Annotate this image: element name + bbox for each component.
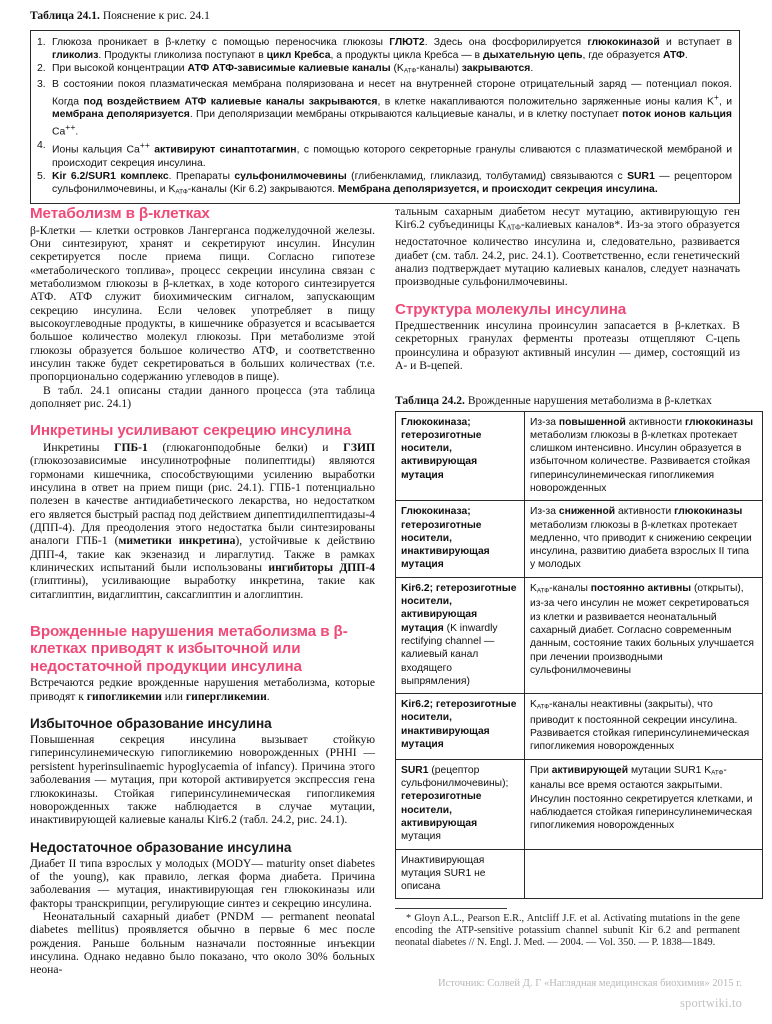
paragraph: В табл. 24.1 описаны стадии данного процесса (эта таблица дополняет рис. 24.1) [30,383,375,410]
table-242-caption-number: Таблица 24.2. [395,394,465,407]
list-item: Глюкоза проникает в β-клетку с помощью переносчика глюкозы ГЛЮТ2. Здесь она фосфорилируется глюкокиназой и вступает в гликолиз. Продукты гликолиза поступают в цикл Кребса, а продукты цикла Кребса — в дыхательную цепь, где образуется АТФ. [52,37,732,62]
table-cell-effect: При активирующей мутации SUR1 $K_{АТФ}$-каналы все время остаются закрытыми. Инсулин постоянно секретируется клетками, и наблюдается стойкая гиперинсулинемическая гипогликемия новорожденных [525,759,763,849]
paragraph: β-Клетки — клетки островков Лангерганса поджелудочной железы. Они синтезируют, хранят и секретируют инсулин. Инсулин секретируется после приема пищи. Согласно гипотезе «метаболического топлива», процесс секреции инсулина связан с метаболизмом глюкозы в β-клетках, в ходе которого синтезируется АТФ. АТФ служит биохимическим сигналом, запускающим секрецию инсулина. Если человек употребляет в пищу высокоуглеводные продукты, в кишечнике образуется и всасывается большое количество молекул глюкозы. При метаболизме этой глюкозы образуется большое количество АТФ, и соответственно инсулин также будет секретироваться в больших количествах (т.е. пропорционально содержанию углеводов в пище). [30,223,375,384]
table-241-caption [30,10,210,22]
table-241-caption-text: Пояснение к рис. 24.1 [99,10,210,22]
left-column [30,205,375,977]
heading-metabolism: Метаболизм в β-клетках [30,205,210,222]
table-cell-effect: $K_{АТФ}$-каналы неактивны (закрыты), что приводит к постоянной секреции инсулина. Развивается стойкая гиперинсулинемическая гипогликемия новорожденных [525,694,763,760]
table-cell-effect [525,849,763,899]
spacer [395,373,740,395]
footnote [395,908,740,950]
paragraph: Диабет II типа взрослых у молодых (MODY— maturity onset diabetes of the young), как правило, легкая форма диабета. Причина заболевания — мутация, инактивирующая ген глюкокиназы или факторы транскрипции, регулирующие синтез и секрецию инсулина. [30,856,375,910]
table-241-box [30,30,740,204]
table-cell-effect: Из-за повышенной активности глюкокиназы метаболизм глюкозы в β-клетках протекает слишком интенсивно. Инсулин образуется в избыточном количестве. Развивается стойкая гиперинсулинемическая гипогликемия новорожденных [525,411,763,501]
paragraph: Инкретины ГПБ-1 (глюкагонподобные белки) и ГЗИП (глюкозозависимые инсулинотрофные полипептиды) являются гормонами кишечника, способствующими усилению выработки инсулина в ответ на прием пищи (рис. 24.1). ГПБ-1 потенциально полезен в качестве антидиабетического лекарства, но недостатком его является быстрый распад под действием дипептидилпептидазы-4 (ДПП-4). Для преодоления этого недостатка были синтезированы аналоги ГПБ-1 (миметики инкретина), устойчивые к действию ДПП-4, такие как экзеназид и лираглутид. Также в рамках клинических испытаний были использованы ингибиторы ДПП-4 (глиптины), усиливающие выработку инкретина, такие как ситаглиптин, видаглиптин, саксаглиптин и алоглиптин. [30,440,375,601]
right-column [395,205,754,899]
list-item: Kir 6.2/SUR1 комплекс. Препараты сульфонилмочевины (глибенкламид, гликлазид, толбутамид) связываются с SUR1 — рецептором сульфонилмочевины, и $K_{АТФ}$-каналы (Kir 6.2) закрываются. Мембрана деполяризуется, и происходит секреция инсулина. [52,170,732,196]
table-242 [395,411,763,900]
table-cell-cause: Kir6.2; гетерозиготные носители, инактивирующая мутация [396,694,525,760]
heading-congenital-disorders: Врожденные нарушения метаболизма в β-клетках приводят к избыточной или недостаточной продукции инсулина [30,622,348,675]
footnote-rule [395,908,507,909]
spacer [30,410,375,422]
table-row [396,759,763,849]
table-242-body [396,411,763,899]
table-242-caption-text: Врожденные нарушения метаболизма в β-клетках [464,394,712,407]
heading-insulin-structure: Структура молекулы инсулина [395,300,627,318]
table-242-caption [395,395,740,407]
list-item: При высокой концентрации АТФ АТФ-зависимые калиевые каналы $(K_{АТФ}-каналы)$ закрываются. [52,63,534,75]
list-item: В состоянии покоя плазматическая мембрана поляризована и несет на внутренней стороне отрицательный заряд — потенциал покоя. Когда под воздействием АТФ калиевые каналы закрываются, в клетке накапливаются положительно заряженные ионы калия K+, и мембрана деполяризуется. При деполяризации мембраны открываются кальциевые каналы, и в клетку поступает поток ионов кальция Ca++. [52,78,733,138]
heading-deficient-insulin: Недостаточное образование инсулина [30,839,292,855]
heading-excess-insulin: Избыточное образование инсулина [30,716,272,732]
paragraph: Повышенная секреция инсулина вызывает стойкую гиперинсулинемическую гипогликемию новорожденных (PHHI — persistent hyperinsulinaemic hypoglycaemia of infancy). Причина этого заболевания — мутация, при которой активируется экспрессия гена глюкокиназы. Стойкая гиперинсулинемическая гипогликемия новорожденных также наблюдается в случае мутации, инактивирующей калиевые каналы Kir6.2 (табл. 24.2, рис. 24.1). [30,733,375,827]
table-241-caption-number: Таблица 24.1. [30,10,100,22]
table-cell-cause: Глюкокиназа; гетерозиготные носители, активирующая мутация [396,411,525,501]
table-row [396,694,763,760]
table-row [396,411,763,501]
table-row [396,849,763,899]
paragraph: Предшественник инсулина проинсулин запасается в β-клетках. В секреторных гранулах ферменты протеазы отщепляют C-цепь проинсулина и образуют активный инсулин — димер, состоящий из A- и B-цепей. [395,319,740,373]
table-cell-cause: Глюкокиназа; гетерозиготные носители, инактивирующая мутация [396,501,525,577]
table-cell-cause: Инактивирующая мутация SUR1 не описана [396,849,525,899]
heading-incretins: Инкретины усиливают секрецию инсулина [30,422,352,440]
table-cell-effect: $K_{АТФ}$-каналы постоянно активны (открыты), из-за чего инсулин не может секретироваться из клетки и развивается неонатальный сахарный диабет. Согласно современным данным, состояние таких больных улучшается при лечении производными сульфонилмочевины [525,577,763,693]
footer-site-watermark: sportwiki.to [680,996,742,1010]
spacer [395,289,740,301]
footer-source: Источник: Солвей Д. Г «Наглядная медицинская биохимия» 2015 г. [437,978,742,989]
table-241-list [36,36,732,198]
table-row [396,501,763,577]
table-cell-effect: Из-за сниженной активности глюкокиназы метаболизм глюкозы в β-клетках протекает медленно, что приводит к снижению секреции инсулина, развитию диабета взрослых II типа у молодых [525,501,763,577]
table-row [396,577,763,693]
spacer [30,601,375,623]
paragraph-continued: тальным сахарным диабетом несут мутацию, активирующую ген Kir6.2 субъединицы $K_{АТФ}$-калиевых каналов*. Из-за этого образуется недостаточное количество инсулина и, следовательно, развивается диабет (см. табл. 24.2, рис. 24.1). Соответственно, если генетический анализ подтверждает мутацию калиевых каналов, следует назначать производные сульфонилмочевины. [395,205,740,289]
table-cell-cause: SUR1 (рецептор сульфонилмочевины); гетерозиготные носители, активирующая мутация [396,759,525,849]
paragraph: Неонатальный сахарный диабет (PNDM — permanent neonatal diabetes mellitus) проявляется обычно в первые 6 мес после рождения. Раньше больным назначали постоянные инъекции инсулина. Однако недавно было показано, что около 30% больных неона- [30,909,375,977]
footnote-text: * Gloyn A.L., Pearson E.R., Antcliff J.F. et al. Activating mutations in the gene encoding the ATP-sensitive potassium channel subunit Kir 6.2 and permanent neonatal diabetes // N. Engl. J. Med. — 2004. — Vol. 350. — P. 1838—1849. [395,913,740,949]
table-cell-cause: Kir6.2; гетерозиготные носители, активирующая мутация (K inwardly rectifying channel — калиевый канал входящего выпрямления) [396,577,525,693]
paragraph: Встречаются редкие врожденные нарушения метаболизма, которые приводят к гипогликемии или гипергликемии. [30,676,375,703]
list-item: Ионы кальция Ca++ активируют синаптотагмин, с помощью которого секреторные гранулы сливаются с плазматической мембраной и происходит секреция инсулина. [52,140,733,169]
